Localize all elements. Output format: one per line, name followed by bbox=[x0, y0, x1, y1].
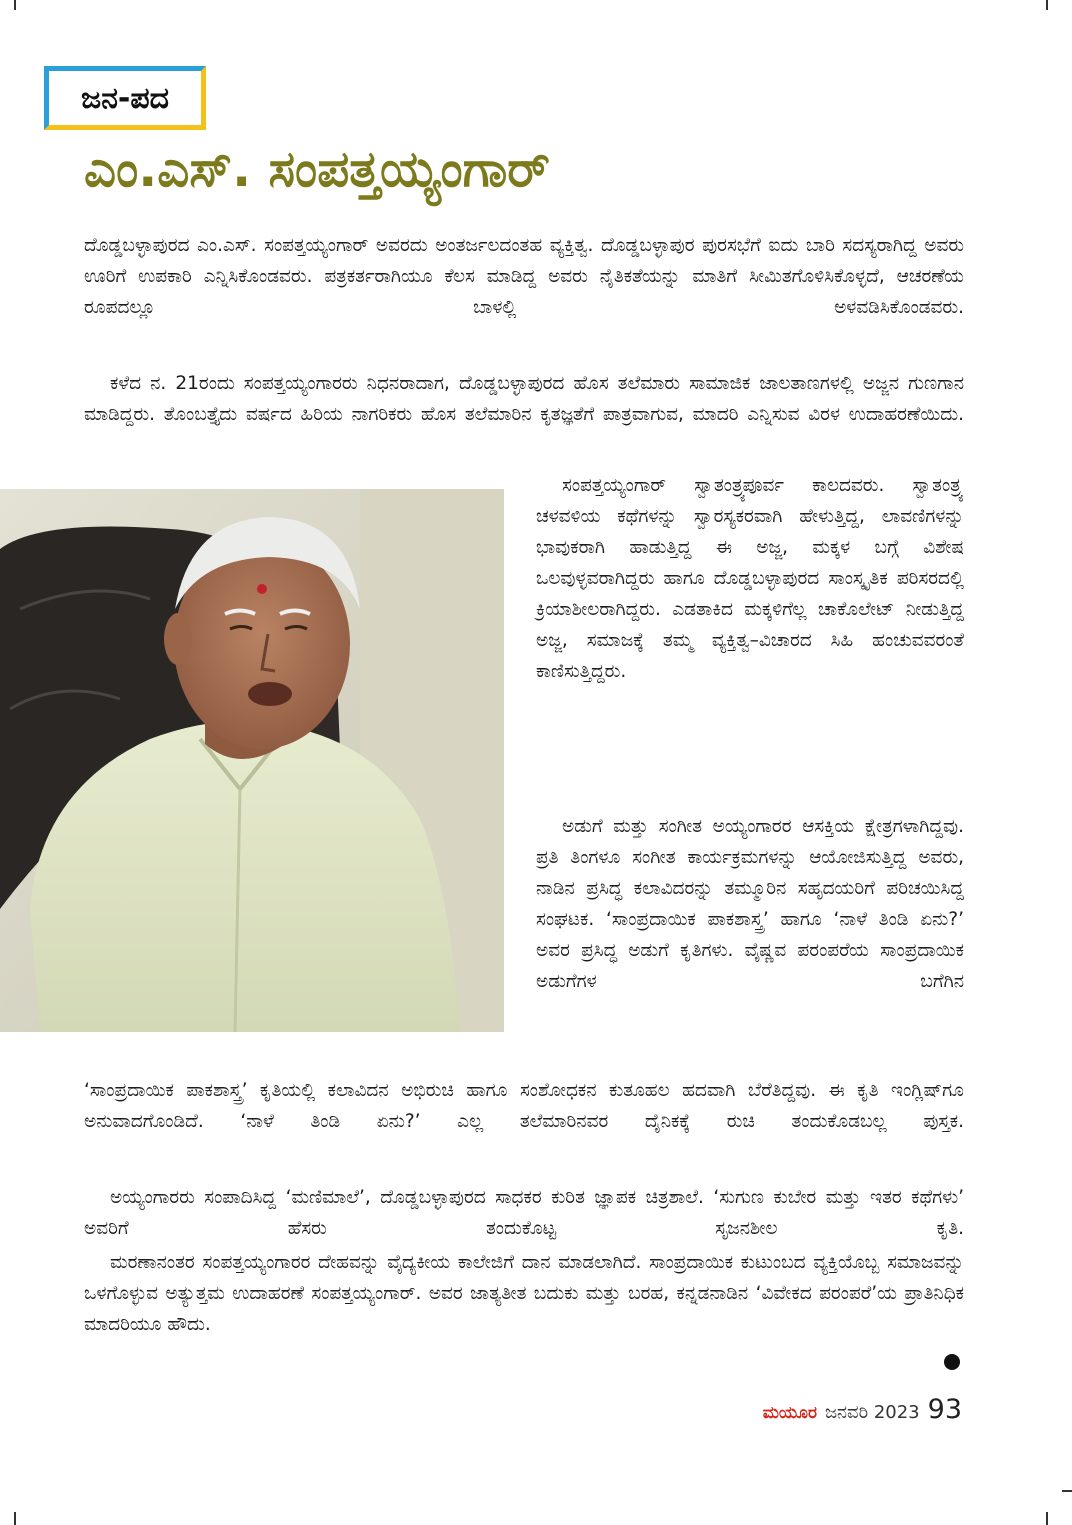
portrait-illustration bbox=[0, 489, 504, 1032]
page-footer bbox=[763, 1394, 962, 1425]
paragraph-death: ಕಳೆದ ನ. 21ರಂದು ಸಂಪತ್ತಯ್ಯಂಗಾರರು ನಿಧನರಾದಾಗ, ದೊಡ್ಡಬಳ್ಳಾಪುರದ ಹೊಸ ತಲೆಮಾರು ಸಾಮಾಜಿಕ ಜಾಲತಾಣಗಳಲ್ಲಿ ಅಜ್ಜನ ಗುಣಗಾನ ಮಾಡಿದ್ದರು. ತೊಂಬತ್ತೈದು ವರ್ಷದ ಹಿರಿಯ ನಾಗರಿಕರು ಹೊಸ ತಲೆಮಾರಿನ ಕೃತಜ್ಞತೆಗೆ ಪಾತ್ರವಾಗುವ, ಮಾದರಿ ಎನ್ನಿಸುವ ವಿರಳ ಉದಾಹರಣೆಯಿದು. bbox=[84, 373, 964, 425]
portrait-photo bbox=[0, 489, 504, 1032]
crop-mark-bottom-right bbox=[1046, 1512, 1048, 1525]
paragraph-freedom-era: ಸಂಪತ್ತಯ್ಯಂಗಾರ್ ಸ್ವಾತಂತ್ರ್ಯಪೂರ್ವ ಕಾಲದವರು. ಸ್ವಾತಂತ್ರ್ಯ ಚಳವಳಿಯ ಕಥೆಗಳನ್ನು ಸ್ವಾರಸ್ಯಕರವಾಗಿ ಹೇಳುತ್ತಿದ್ದ, ಲಾವಣಿಗಳನ್ನು ಭಾವುಕರಾಗಿ ಹಾಡುತ್ತಿದ್ದ ಈ ಅಜ್ಜ, ಮಕ್ಕಳ ಬಗ್ಗೆ ವಿಶೇಷ ಒಲವುಳ್ಳವರಾಗಿದ್ದರು ಹಾಗೂ ದೊಡ್ಡಬಳ್ಳಾಪುರದ ಸಾಂಸ್ಕೃತಿಕ ಪರಿಸರದಲ್ಲಿ ಕ್ರಿಯಾಶೀಲರಾಗಿದ್ದರು. ಎಡತಾಕಿದ ಮಕ್ಕಳಿಗೆಲ್ಲ ಚಾಕೊಲೇಟ್ ನೀಡುತ್ತಿದ್ದ ಅಜ್ಜ, ಸಮಾಜಕ್ಕೆ ತಮ್ಮ ವ್ಯಕ್ತಿತ್ವ–ವಿಚಾರದ ಸಿಹಿ ಹಂಚುವವರಂತೆ ಕಾಣಿಸುತ್ತಿದ್ದರು. bbox=[536, 475, 964, 682]
paragraph-intro: ದೊಡ್ಡಬಳ್ಳಾಪುರದ ಎಂ.ಎಸ್. ಸಂಪತ್ತಯ್ಯಂಗಾರ್ ಅವರದು ಅಂತರ್ಜಲದಂತಹ ವ್ಯಕ್ತಿತ್ವ. ದೊಡ್ಡಬಳ್ಳಾಪುರ ಪುರಸಭೆಗೆ ಐದು ಬಾರಿ ಸದಸ್ಯರಾಗಿದ್ದ ಅವರು ಊರಿಗೆ ಉಪಕಾರಿ ಎನ್ನಿಸಿಕೊಂಡವರು. ಪತ್ರಕರ್ತರಾಗಿಯೂ ಕೆಲಸ ಮಾಡಿದ್ದ ಅವರು ನೈತಿಕತೆಯನ್ನು ಮಾತಿಗೆ ಸೀಮಿತಗೊಳಿಸಿಕೊಳ್ಳದೆ, ಆಚರಣೆಯ ರೂಪದಲ್ಲೂ ಬಾಳಲ್ಲಿ ಅಳವಡಿಸಿಕೊಂಡವರು. bbox=[84, 235, 964, 318]
paragraph-cooking-music: ಅಡುಗೆ ಮತ್ತು ಸಂಗೀತ ಅಯ್ಯಂಗಾರರ ಆಸಕ್ತಿಯ ಕ್ಷೇತ್ರಗಳಾಗಿದ್ದವು. ಪ್ರತಿ ತಿಂಗಳೂ ಸಂಗೀತ ಕಾರ್ಯಕ್ರಮಗಳನ್ನು ಆಯೋಜಿಸುತ್ತಿದ್ದ ಅವರು, ನಾಡಿನ ಪ್ರಸಿದ್ಧ ಕಲಾವಿದರನ್ನು ತಮ್ಮೂರಿನ ಸಹೃದಯರಿಗೆ ಪರಿಚಯಿಸಿದ್ದ ಸಂಘಟಕ. ‘ಸಾಂಪ್ರದಾಯಿಕ ಪಾಕಶಾಸ್ತ್ರ’ ಹಾಗೂ ‘ನಾಳೆ ತಿಂಡಿ ಏನು?’ ಅವರ ಪ್ರಸಿದ್ಧ ಅಡುಗೆ ಕೃತಿಗಳು. ವೈಷ್ಣವ ಪರಂಪರೆಯ ಸಾಂಪ್ರದಾಯಿಕ ಅಡುಗೆಗಳ ಬಗೆಗಿನ bbox=[536, 816, 964, 992]
magazine-logo: ಮಯೂರ bbox=[762, 1403, 817, 1423]
article-headline: ಎಂ.ಎಸ್. ಸಂಪತ್ತಯ್ಯಂಗಾರ್ bbox=[84, 140, 550, 198]
end-of-article-bullet bbox=[944, 1354, 960, 1370]
page-number: 93 bbox=[927, 1394, 962, 1425]
issue-month: ಜನವರಿ 2023 bbox=[824, 1402, 920, 1423]
paragraph-cookbook: ‘ಸಾಂಪ್ರದಾಯಿಕ ಪಾಕಶಾಸ್ತ್ರ’ ಕೃತಿಯಲ್ಲಿ ಕಲಾವಿದನ ಅಭಿರುಚಿ ಹಾಗೂ ಸಂಶೋಧಕನ ಕುತೂಹಲ ಹದವಾಗಿ ಬೆರೆತಿದ್ದವು. ಈ ಕೃತಿ ಇಂಗ್ಲಿಷ್‌ಗೂ ಅನುವಾದಗೊಂಡಿದೆ. ‘ನಾಳೆ ತಿಂಡಿ ಏನು?’ ಎಲ್ಲ ತಲೆಮಾರಿನವರ ದೈನಿಕಕ್ಕೆ ರುಚಿ ತಂದುಕೊಡಬಲ್ಲ ಪುಸ್ತಕ. bbox=[84, 1080, 964, 1132]
crop-mark-bottom-left bbox=[14, 1512, 16, 1525]
section-tag-label: ಜನ-ಪದ bbox=[81, 80, 169, 116]
crop-mark-top-right bbox=[1046, 0, 1048, 10]
paragraph-works: ಅಯ್ಯಂಗಾರರು ಸಂಪಾದಿಸಿದ್ದ ‘ಮಣಿಮಾಲೆ’, ದೊಡ್ಡಬಳ್ಳಾಪುರದ ಸಾಧಕರ ಕುರಿತ ಜ್ಞಾಪಕ ಚಿತ್ರಶಾಲೆ. ‘ಸುಗುಣ ಕುಬೇರ ಮತ್ತು ಇತರ ಕಥೆಗಳು’ ಅವರಿಗೆ ಹೆಸರು ತಂದುಕೊಟ್ಟ ಸೃಜನಶೀಲ ಕೃತಿ. bbox=[84, 1187, 964, 1239]
paragraph-legacy: ಮರಣಾನಂತರ ಸಂಪತ್ತಯ್ಯಂಗಾರರ ದೇಹವನ್ನು ವೈದ್ಯಕೀಯ ಕಾಲೇಜಿಗೆ ದಾನ ಮಾಡಲಾಗಿದೆ. ಸಾಂಪ್ರದಾಯಿಕ ಕುಟುಂಬದ ವ್ಯಕ್ತಿಯೊಬ್ಬ ಸಮಾಜವನ್ನು ಒಳಗೊಳ್ಳುವ ಅತ್ಯುತ್ತಮ ಉದಾಹರಣೆ ಸಂಪತ್ತಯ್ಯಂಗಾರ್. ಅವರ ಜಾತ್ಯತೀತ ಬದುಕು ಮತ್ತು ಬರಹ, ಕನ್ನಡನಾಡಿನ ‘ವಿವೇಕದ ಪರಂಪರೆ’ಯ ಪ್ರಾತಿನಿಧಿಕ ಮಾದರಿಯೂ ಹೌದು. bbox=[84, 1252, 964, 1335]
section-tag bbox=[44, 66, 206, 130]
crop-mark-top-left bbox=[14, 0, 16, 10]
crop-mark-right-mid bbox=[1062, 1490, 1072, 1492]
